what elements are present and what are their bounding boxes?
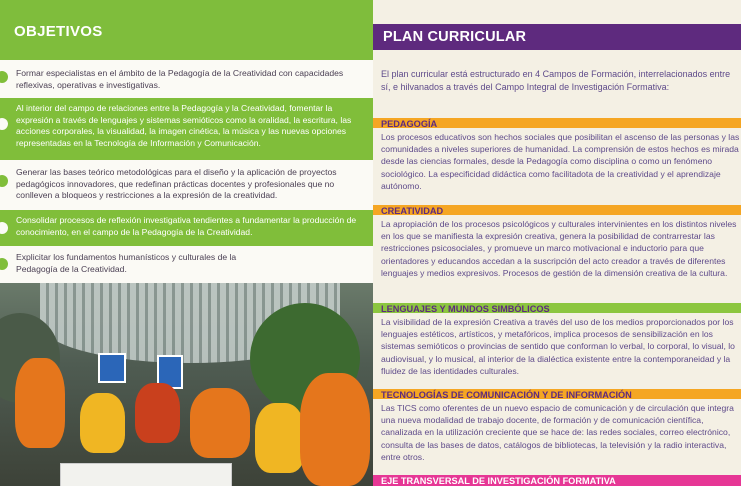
photo-mask xyxy=(190,388,250,458)
objetivo-item xyxy=(0,160,373,210)
objetivos-header xyxy=(0,0,373,60)
bullet-icon xyxy=(0,118,8,130)
section-title: EJE TRANSVERSAL DE INVESTIGACIÓN FORMATIVA xyxy=(381,476,616,486)
bullet-icon xyxy=(0,222,8,234)
photo-mask xyxy=(15,358,65,448)
bullet-icon xyxy=(0,71,8,83)
objetivo-item xyxy=(0,62,373,98)
objetivo-item xyxy=(0,210,373,246)
objetivo-item xyxy=(0,98,373,160)
section-title: PEDAGOGÍA xyxy=(381,119,438,129)
plan-title: PLAN CURRICULAR xyxy=(383,29,527,45)
section-title: CREATIVIDAD xyxy=(381,206,444,216)
bullet-icon xyxy=(0,258,8,270)
photo-sign xyxy=(98,353,126,383)
section-body: La apropiación de los procesos psicológicos y culturales intervinientes en los distintos niveles en los que se manifiesta la expresión creativa, genera la posibilidad de contrarrestar las restricciones psicosociales, y promueve un marco motivacional e inductorio para que orientadores y educandos accedan a la suscripción del acto creador a través de diferentes lenguajes y medios expresivos. Procesos de gestión de la dimensión creativa de la cultura. xyxy=(381,219,737,278)
photo-mask xyxy=(80,393,125,453)
photo-mask xyxy=(300,373,370,486)
objetivo-text: Generar las bases teórico metodológicas para el diseño y la aplicación de proyectos pedagógicos innovadores, que redefinan prácticas docentes y profesionales que no conlleven a bloqueos y restricciones a la expresión de la creatividad. xyxy=(16,167,337,200)
objetivo-item xyxy=(0,246,373,283)
objetivo-text: Al interior del campo de relaciones entre la Pedagogía y la Creatividad, fomentar la expresión a través de lenguajes y sistemas semióticos como la oralidad, la escritura, las acciones corporales, la visualidad, la imagen cinética, la música y las nuevas opciones representadas en la Tecnología de Información y Comunicación. xyxy=(16,103,352,148)
plan-intro: El plan curricular está estructurado en 4 Campos de Formación, interrelacionados entre sí, e hilvanados a través del Campo Integral de Investigación Formativa: xyxy=(381,69,731,92)
bullet-icon xyxy=(0,175,8,187)
section-body: La visibilidad de la expresión Creativa a través del uso de los medios proporcionados por los lenguajes estéticos, artísticos, y metafóricos, implica procesos de sensibilización en los sistemas semióticos o provincias de sentido que conforman lo verbal, lo corporal, lo visual, lo audiovisual, y lo musical, al interior de la dialéctica existente entre la contemporaneidad y la fluidez de las identidades culturales. xyxy=(381,317,735,376)
section-body: Las TICS como oferentes de un nuevo espacio de comunicación y de circulación que integra una nueva modalidad de trabajo docente, de formación y de comunicación científica, canalizada en la utilización creciente que se hace de: las redes sociales, correo electrónico, consulta de las bases de datos, catálogos de bibliotecas, la televisión y la radio interactiva, entre otros. xyxy=(381,403,734,462)
photo-banner xyxy=(60,463,232,486)
objetivo-text: Explicitar los fundamentos humanísticos y culturales de la Pedagogía de la Creatividad. xyxy=(16,252,237,274)
section-title: LENGUAJES Y MUNDOS SIMBÓLICOS xyxy=(381,304,550,314)
section-body: Los procesos educativos son hechos sociales que posibilitan el ascenso de las personas y las comunidades a niveles superiores de humanidad. La comprensión de estos hechos es mirada desde las ciencias formales, desde la Pedagogía como disciplina o como un fenómeno sociológico. La especificidad didáctica como facilitadota de la creatividad y el aprendizaje autónomo. xyxy=(381,132,740,191)
plan-curricular-panel xyxy=(373,0,741,486)
section-title: TECNOLOGÍAS DE COMUNICACIÓN Y DE INFORMACIÓN xyxy=(381,390,632,400)
objetivo-text: Formar especialistas en el ámbito de la Pedagogía de la Creatividad con capacidades reflexivas, operativas e investigativas. xyxy=(16,68,344,90)
carnival-photo xyxy=(0,283,373,486)
photo-mask xyxy=(135,383,180,443)
objetivo-text: Consolidar procesos de reflexión investigativa tendientes a fundamentar la producción de conocimiento, en el campo de la Pedagogía de la Creatividad. xyxy=(16,215,357,237)
plan-header xyxy=(373,24,741,50)
objetivos-title: OBJETIVOS xyxy=(14,23,103,40)
photo-mask xyxy=(255,403,305,473)
